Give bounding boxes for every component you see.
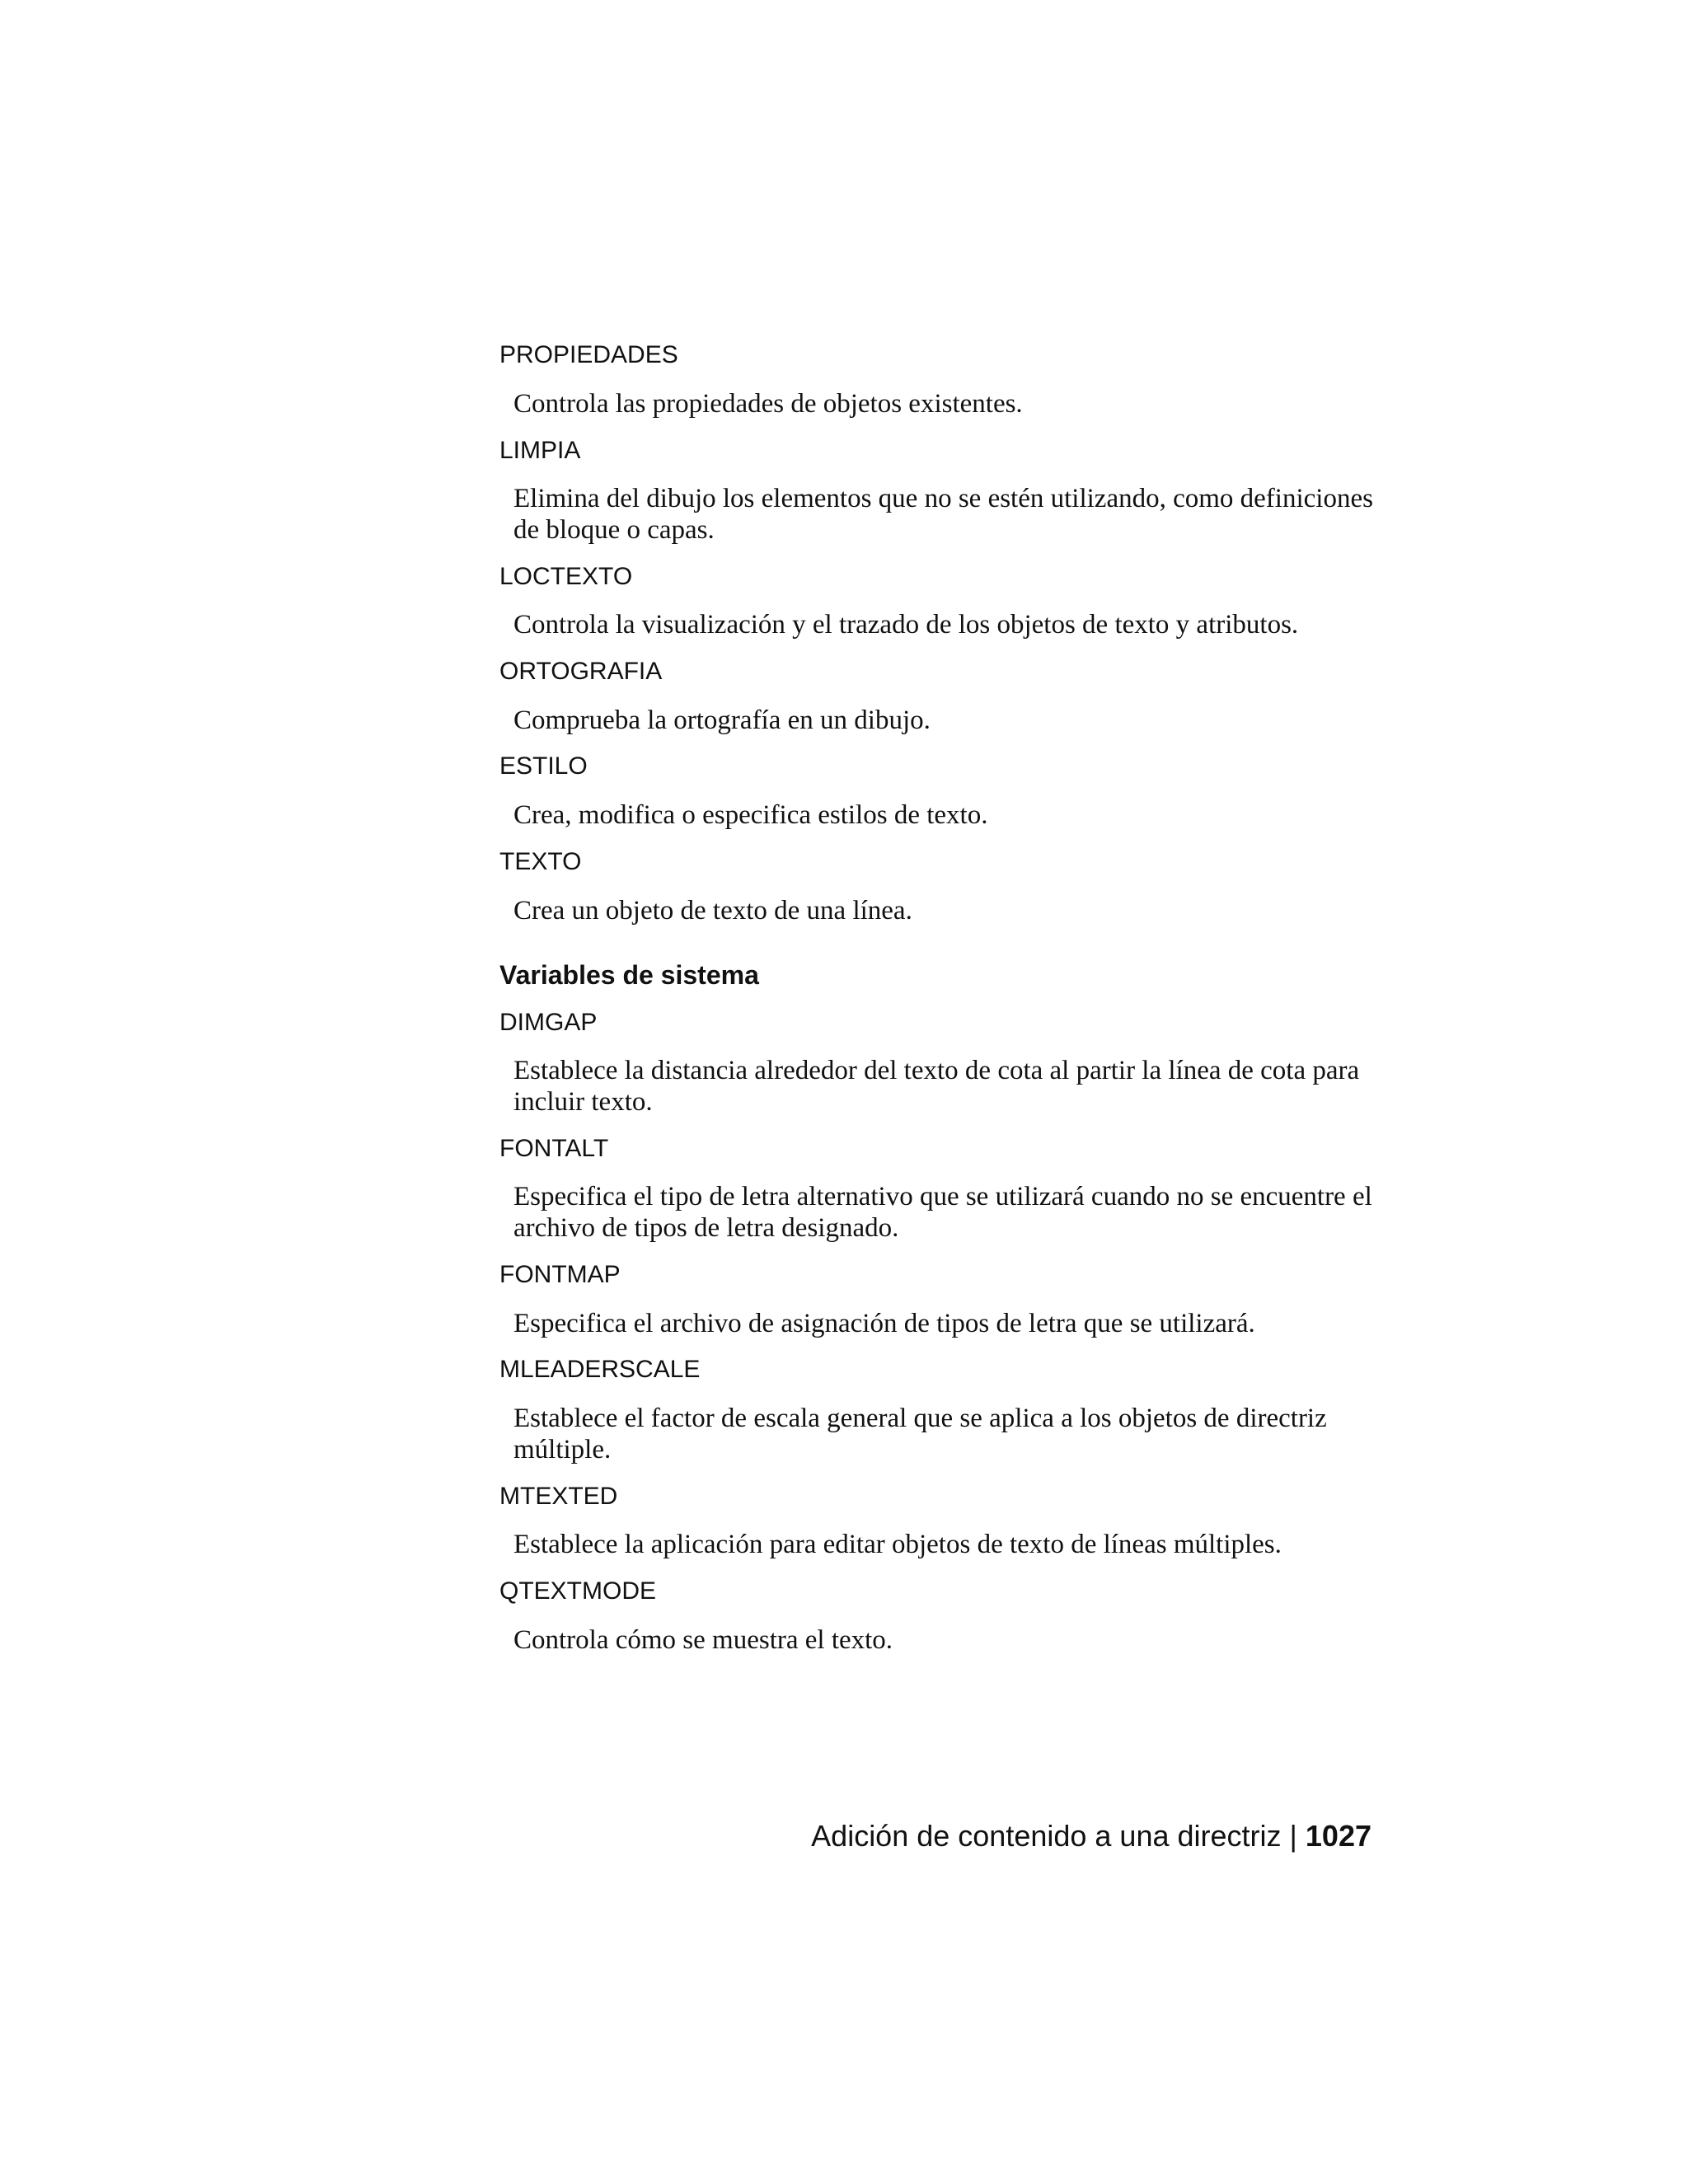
command-term-ortografia: ORTOGRAFIA [499,658,663,685]
footer-separator: | [1289,1819,1297,1853]
variable-description-qtextmode: Controla cómo se muestra el texto. [513,1625,893,1655]
command-description-propiedades: Controla las propiedades de objetos existentes. [513,389,1023,419]
variable-description-dimgap: Establece la distancia alrededor del texto de cota al partir la línea de cota para incluir texto. [513,1056,1360,1117]
footer-section-title: Adición de contenido a una directriz [811,1819,1282,1853]
variable-term-fontalt: FONTALT [499,1135,609,1162]
page-number: 1027 [1305,1819,1372,1853]
command-description-ortografia: Comprueba la ortografía en un dibujo. [513,705,931,735]
command-description-loctexto: Controla la visualización y el trazado de los objetos de texto y atributos. [513,610,1299,640]
command-term-propiedades: PROPIEDADES [499,341,678,368]
variable-term-mtexted: MTEXTED [499,1483,618,1510]
command-description-texto: Crea un objeto de texto de una línea. [513,896,912,926]
variable-description-mtexted: Establece la aplicación para editar objetos de texto de líneas múltiples. [513,1530,1282,1559]
variable-description-fontalt: Especifica el tipo de letra alternativo que se utilizará cuando no se encuentre el archivo de tipos de letra designado. [513,1182,1372,1243]
variable-description-fontmap: Especifica el archivo de asignación de tipos de letra que se utilizará. [513,1309,1255,1338]
command-term-limpia: LIMPIA [499,437,581,464]
variable-term-fontmap: FONTMAP [499,1261,621,1288]
variable-description-mleaderscale: Establece el factor de escala general que se aplica a los objetos de directriz múltiple. [513,1404,1327,1465]
variable-term-dimgap: DIMGAP [499,1009,598,1036]
command-term-texto: TEXTO [499,848,582,875]
command-description-estilo: Crea, modifica o especifica estilos de texto. [513,800,988,830]
command-term-loctexto: LOCTEXTO [499,563,633,590]
command-term-estilo: ESTILO [499,752,588,780]
section-heading-system-variables: Variables de sistema [499,960,759,990]
page-footer [811,1818,1372,1854]
variable-term-qtextmode: QTEXTMODE [499,1577,657,1605]
command-description-limpia: Elimina del dibujo los elementos que no se estén utilizando, como definiciones de bloque o capas. [513,484,1373,545]
variable-term-mleaderscale: MLEADERSCALE [499,1356,701,1383]
